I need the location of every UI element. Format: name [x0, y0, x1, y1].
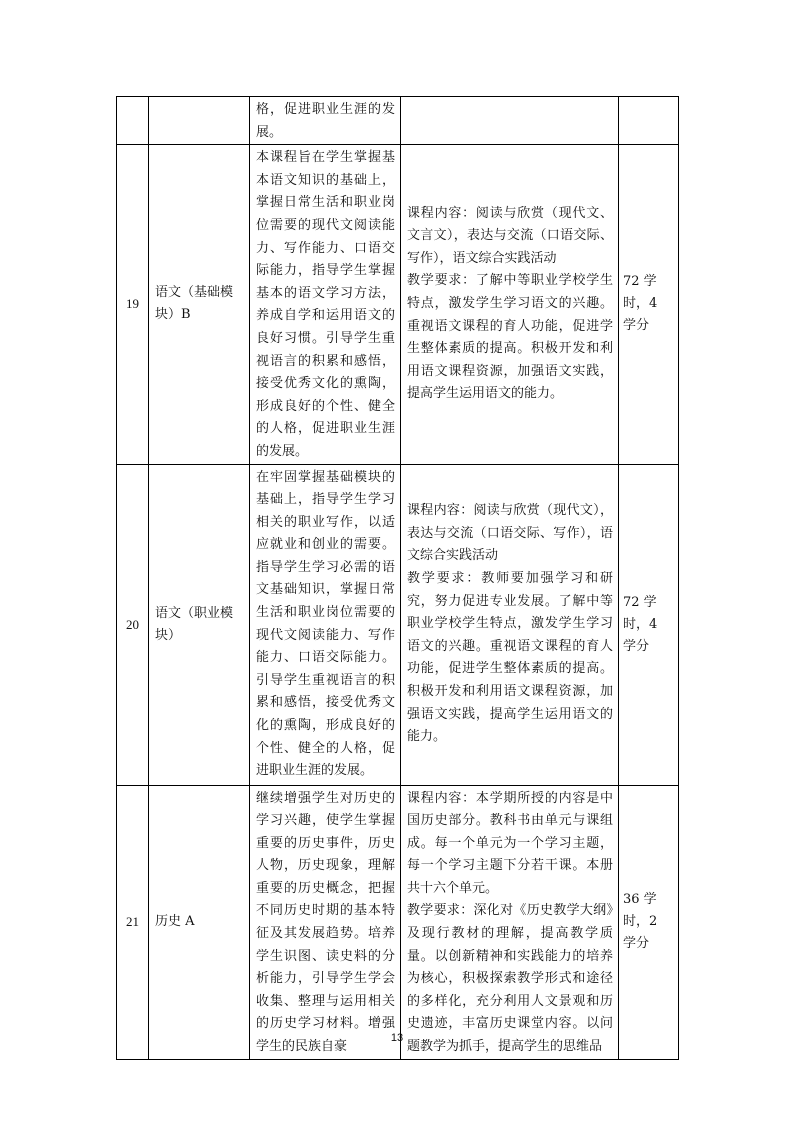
course-name: 语文（职业模块）	[149, 464, 250, 785]
course-hours-cell	[619, 97, 679, 145]
course-goal: 本课程旨在学生掌握基本语文知识的基础上，掌握日常生活和职业岗位需要的现代文阅读能力、写作能力、口语交际能力，指导学生掌握基本的语文学习方法，养成自学和运用语文的良好习惯。引导学生重视语言的积累和感悟，接受优秀文化的熏陶，形成良好的个性、健全的人格，促进职业生涯的发展。	[250, 145, 401, 464]
course-content-cell	[401, 97, 619, 145]
course-hours: 72 学时，4 学分	[619, 145, 679, 464]
course-content: 课程内容：本学期所授的内容是中国历史部分。教科书由单元与课组成。每一个单元为一个学习主题，每一个学习主题下分若干课。本册共十六个单元。 教学要求：深化对《历史教学大纲》及现行教材的理解，提高教学质量。以创新精神和实践能力的培养为核心，积极探索教学形式和途径的多样化，充分利用人文景观和历史遗迹，丰富历史课堂内容。以问题教学为抓手，提高学生的思维品	[401, 785, 619, 1059]
table-row	[117, 464, 679, 785]
page-number: 13	[390, 1032, 404, 1044]
course-goal: 继续增强学生对历史的学习兴趣，使学生掌握重要的历史事件，历史人物，历史现象，理解重要的历史概念，把握不同历史时期的基本特征及其发展趋势。培养学生识图、读史料的分析能力，引导学生学会收集、整理与运用相关的历史学习材料。增强学生的民族自豪	[250, 785, 401, 1059]
table-row	[117, 145, 679, 464]
table-row	[117, 785, 679, 1059]
course-content: 课程内容：阅读与欣赏（现代文、文言文），表达与交流（口语交际、写作），语文综合实践活动 教学要求：了解中等职业学校学生特点，激发学生学习语文的兴趣。重视语文课程的育人功能，促进学生整体素质的提高。积极开发和利用语文课程资源，加强语文实践，提高学生运用语文的能力。	[401, 145, 619, 464]
table-row-continuation	[117, 97, 679, 145]
course-hours: 36 学时，2 学分	[619, 785, 679, 1059]
course-goal: 在牢固掌握基础模块的基础上，指导学生学习相关的职业写作，以适应就业和创业的需要。指导学生学习必需的语文基础知识，掌握日常生活和职业岗位需要的现代文阅读能力、写作能力、口语交际能力。引导学生重视语言的积累和感悟，接受优秀文化的熏陶，形成良好的个性、健全的人格，促进职业生涯的发展。	[250, 464, 401, 785]
course-name: 历史 A	[149, 785, 250, 1059]
course-number-cell	[117, 97, 149, 145]
course-number: 21	[117, 785, 149, 1059]
course-content: 课程内容：阅读与欣赏（现代文），表达与交流（口语交际、写作），语文综合实践活动 教学要求：教师要加强学习和研究，努力促进专业发展。了解中等职业学校学生特点，激发学生学习语文的兴趣。重视语文课程的育人功能，促进学生整体素质的提高。积极开发和利用语文课程资源，加强语文实践，提高学生运用语文的能力。	[401, 464, 619, 785]
course-name-cell	[149, 97, 250, 145]
course-goal-cell	[250, 97, 401, 145]
course-number: 19	[117, 145, 149, 464]
course-hours: 72 学时，4 学分	[619, 464, 679, 785]
course-number: 20	[117, 464, 149, 785]
course-name: 语文（基础模块）B	[149, 145, 250, 464]
course-table	[116, 96, 679, 1060]
course-goal-text: 格，促进职业生涯的发展。	[256, 102, 395, 140]
